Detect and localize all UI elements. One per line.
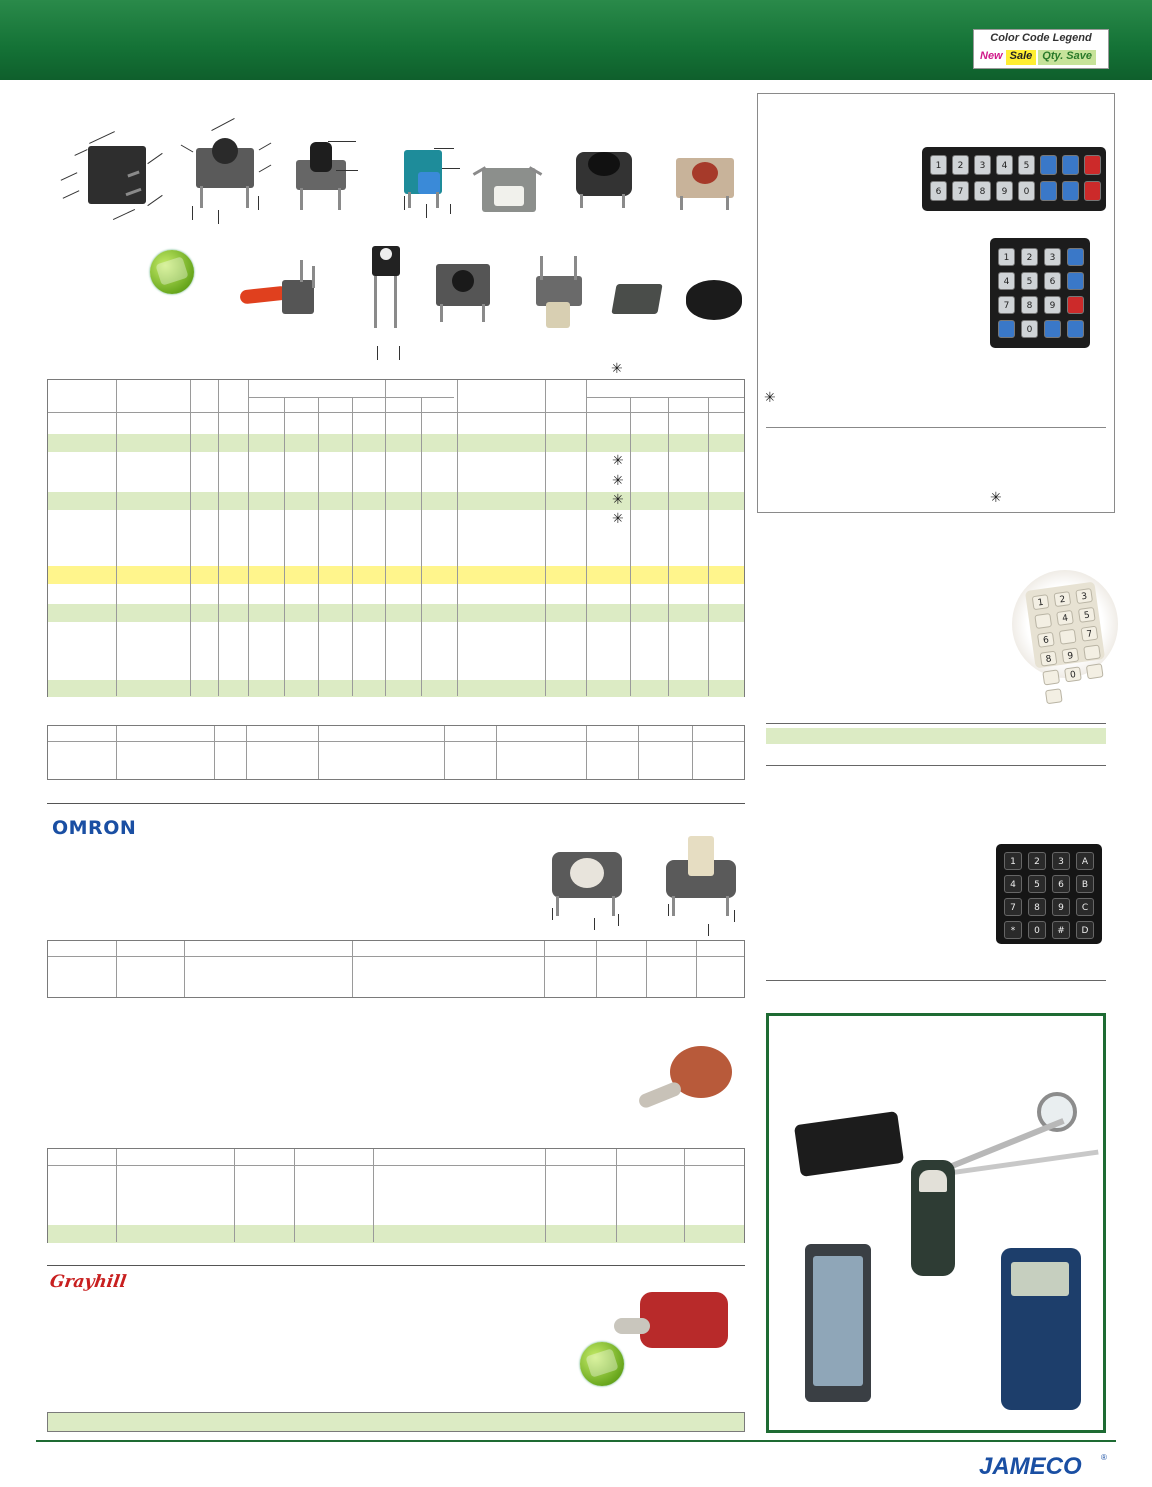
tact-switch-large-image bbox=[80, 140, 160, 220]
star-note-icon: ✳ bbox=[612, 492, 624, 508]
keypad-key: 2 bbox=[1021, 248, 1038, 266]
keypad-key: 7 bbox=[998, 296, 1015, 314]
keypad-key bbox=[1062, 181, 1079, 201]
keypad-key: 3 bbox=[1075, 588, 1093, 604]
star-note-icon: ✳ bbox=[990, 490, 1002, 506]
omron-switch-white-cap-image bbox=[546, 846, 636, 926]
keypad-key: D bbox=[1076, 921, 1094, 939]
keypad-key: 6 bbox=[930, 181, 947, 201]
qty-save-badge-icon bbox=[580, 1342, 624, 1386]
keypad-key bbox=[1084, 181, 1101, 201]
rotary-switch-table bbox=[47, 1148, 745, 1243]
star-note-icon: ✳ bbox=[612, 453, 624, 469]
keypad-key: 3 bbox=[974, 155, 991, 175]
6mm-tact-switch-image bbox=[430, 258, 500, 328]
keypad-key: 9 bbox=[1044, 296, 1061, 314]
box-divider bbox=[766, 427, 1106, 428]
jameco-logo bbox=[975, 1450, 1110, 1480]
keypad-key: C bbox=[1076, 898, 1094, 916]
keypad-key bbox=[1059, 629, 1077, 645]
tact-switch-plunger-image bbox=[290, 140, 360, 220]
keypad-key: 0 bbox=[1018, 181, 1035, 201]
keypad-key: 0 bbox=[1064, 666, 1082, 682]
section-divider bbox=[47, 1265, 745, 1266]
legend-title: Color Code Legend bbox=[990, 32, 1092, 44]
white-keypad-image bbox=[1012, 570, 1118, 681]
keypad-key bbox=[1067, 248, 1084, 266]
parts-storage-case-image bbox=[799, 1230, 883, 1410]
keypad-key: 4 bbox=[1056, 610, 1074, 626]
keypad-key: * bbox=[1004, 921, 1022, 939]
keypad-key bbox=[1067, 272, 1084, 290]
keypad-key bbox=[1062, 155, 1079, 175]
digital-meter-image bbox=[995, 1234, 1087, 1414]
keypad-key: # bbox=[1052, 921, 1070, 939]
star-note-icon: ✳ bbox=[611, 361, 623, 377]
grayhill-table bbox=[47, 1412, 745, 1432]
legend-new: New bbox=[980, 50, 1003, 62]
star-note-icon: ✳ bbox=[612, 511, 624, 527]
horizontal-keypad-image bbox=[922, 147, 1106, 211]
legend-qty-save: Qty. Save bbox=[1038, 50, 1096, 65]
grayhill-rotary-switch-image bbox=[610, 1288, 740, 1368]
keypad-key: 3 bbox=[1052, 852, 1070, 870]
sidebar-divider bbox=[766, 723, 1106, 724]
phone-keypad-image bbox=[996, 844, 1102, 944]
keypad-key bbox=[998, 320, 1015, 338]
keypad-key: 6 bbox=[1044, 272, 1061, 290]
sidebar-divider bbox=[766, 980, 1106, 981]
low-profile-switch-image bbox=[478, 150, 548, 220]
keypad-key: 2 bbox=[1053, 591, 1071, 607]
star-note-icon: ✳ bbox=[612, 473, 624, 489]
qty-save-badge-icon bbox=[150, 250, 194, 294]
keypad-key: 0 bbox=[1028, 921, 1046, 939]
smd-square-switch-image bbox=[612, 278, 668, 322]
right-angle-beige-switch-image bbox=[530, 252, 590, 334]
keypad-key: 9 bbox=[996, 181, 1013, 201]
accessory-table bbox=[47, 725, 745, 780]
keypad-key: 5 bbox=[1078, 607, 1096, 623]
page-header-band bbox=[0, 0, 1152, 80]
sidebar-divider bbox=[766, 765, 1106, 766]
tall-leg-switch-image bbox=[366, 246, 406, 346]
keypad-key bbox=[1040, 181, 1057, 201]
keypad-key bbox=[1042, 669, 1060, 685]
battery-holder-image bbox=[797, 1112, 907, 1182]
legend-row bbox=[977, 50, 1105, 65]
keypad-key bbox=[1044, 320, 1061, 338]
keypad-key: 4 bbox=[998, 272, 1015, 290]
keypad-key: 8 bbox=[1028, 898, 1046, 916]
keypad-key: 2 bbox=[1028, 852, 1046, 870]
keypad-key: 8 bbox=[974, 181, 991, 201]
keypad-key: 5 bbox=[1018, 155, 1035, 175]
keypad-key bbox=[1067, 320, 1084, 338]
keypad-key: 8 bbox=[1040, 651, 1058, 667]
keypad-key: 0 bbox=[1021, 320, 1038, 338]
keypad-key bbox=[1045, 688, 1063, 704]
keypad-key: 1 bbox=[998, 248, 1015, 266]
round-cap-image bbox=[684, 276, 748, 324]
keypad-key: 9 bbox=[1061, 648, 1079, 664]
small-keypad-image bbox=[990, 238, 1090, 348]
jameco-logo-text: JAMECO bbox=[979, 1453, 1082, 1480]
long-actuator-switch-image bbox=[238, 256, 330, 326]
keypad-key: A bbox=[1076, 852, 1094, 870]
keypad-key: 2 bbox=[952, 155, 969, 175]
smd-round-switch-image bbox=[570, 146, 640, 216]
section-divider bbox=[47, 803, 745, 804]
keypad-key: 4 bbox=[996, 155, 1013, 175]
tact-switch-table bbox=[47, 379, 745, 697]
keypad-key bbox=[1084, 155, 1101, 175]
keypad-key: 8 bbox=[1021, 296, 1038, 314]
omron-table bbox=[47, 940, 745, 998]
keypad-key: 7 bbox=[952, 181, 969, 201]
keypad-key: 3 bbox=[1044, 248, 1061, 266]
keypad-key: 1 bbox=[1004, 852, 1022, 870]
sidebar-green-band bbox=[766, 728, 1106, 744]
analog-meter-image bbox=[907, 1160, 963, 1280]
keypad-key bbox=[1067, 296, 1084, 314]
keypad-key: 4 bbox=[1004, 875, 1022, 893]
keypad-key bbox=[1040, 155, 1057, 175]
keypad-key bbox=[1034, 613, 1052, 629]
star-note-icon: ✳ bbox=[764, 390, 776, 406]
keypad-key: 5 bbox=[1028, 875, 1046, 893]
keypad-key: 6 bbox=[1052, 875, 1070, 893]
keypad-key: 5 bbox=[1021, 272, 1038, 290]
keypad-key bbox=[1086, 663, 1104, 679]
keypad-key: B bbox=[1076, 875, 1094, 893]
keypad-key: 7 bbox=[1081, 626, 1099, 642]
rotary-switch-image bbox=[630, 1036, 744, 1116]
keypad-key bbox=[1083, 644, 1101, 660]
footer-rule bbox=[36, 1440, 1116, 1442]
grayhill-logo: Grayhill bbox=[48, 1272, 128, 1292]
keypad-key: 7 bbox=[1004, 898, 1022, 916]
keypad-key: 6 bbox=[1037, 632, 1055, 648]
keypad-feature-box bbox=[757, 93, 1115, 513]
keypad-key: 1 bbox=[930, 155, 947, 175]
color-code-legend bbox=[973, 29, 1109, 69]
legend-sale: Sale bbox=[1006, 50, 1037, 65]
jameco-logo-registered: ® bbox=[1101, 1453, 1107, 1462]
keypad-key: 9 bbox=[1052, 898, 1070, 916]
omron-switch-tall-cap-image bbox=[660, 834, 750, 924]
omron-logo: OMRON bbox=[52, 817, 137, 839]
keypad-key: 1 bbox=[1032, 594, 1050, 610]
illuminated-switch-image bbox=[670, 148, 742, 218]
tact-switch-12mm-image bbox=[188, 128, 264, 224]
promo-tools-box bbox=[766, 1013, 1106, 1433]
